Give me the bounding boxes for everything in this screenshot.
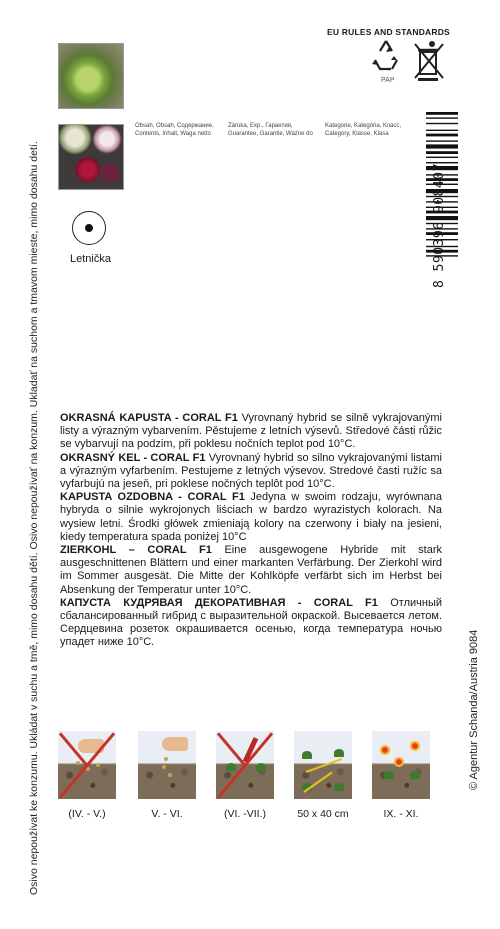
flowering-icon	[372, 731, 430, 799]
annual-label: Letnička	[70, 253, 111, 265]
step-indoor-sowing: (IV. - V.)	[58, 731, 116, 820]
crossed-bin-icon	[412, 38, 446, 82]
step-transplanting: (VI. -VII.)	[216, 731, 274, 820]
eu-rules-title: EU RULES AND STANDARDS	[327, 27, 450, 37]
description-ru: КАПУСТА КУДРЯВАЯ ДЕКОРАТИВНАЯ - CORAL F1 Отличный сбалансированный гибрид с выразительной окраской. Высевается летом. Сердцевина розеток окрашивается осенью, когда температура ночью упадет ниже 10°C.	[60, 596, 442, 649]
storage-warning: Osivo nepoužívat ke konzumu. Ukládat v suchu a tmě, mimo dosahu dětí. Osivo nepoužívať na konzum. Ukladať na suchom a tmavom mieste, mimo dosahu detí.	[28, 141, 40, 895]
direct-sowing-icon	[138, 731, 196, 799]
plant-photo	[58, 124, 124, 190]
info-contents: Obsah, Obsah, Содержание, Contents, Inhalt, Waga netto	[135, 123, 214, 137]
description-block	[60, 412, 442, 650]
pap-label: PAP	[381, 77, 395, 84]
transplanting-icon	[216, 731, 274, 799]
info-category: Kategorie, Kategória, Класс, Category, Klasse, Klasa	[325, 123, 402, 137]
step-flowering: IX. - XI.	[372, 731, 430, 820]
description-sk: OKRASNÝ KEL - CORAL F1 Vyrovnaný hybrid so silno vykrajovanými listami a výrazným vyfarbením. Pestujeme z letných výsevov. Stredové časti ružíc sa vyfarbujú na jeseň, pri poklese nočných teplôt pod 10°C.	[60, 451, 442, 491]
step-spacing: 50 x 40 cm	[294, 731, 352, 820]
info-expiry: Záruka, Exp., Гарантия, Guarantee, Garantie, Ważne do	[228, 123, 313, 137]
description-cz: OKRASNÁ KAPUSTA - CORAL F1 Vyrovnaný hybrid se silně vykrajovanými listy a výrazným vybarvením. Pěstujeme z letních výsevů. Středové části růžic se vybarvují na podzim, při poklesu nočních teplot pod 10°C.	[60, 412, 442, 451]
recycle-icon	[369, 38, 403, 72]
spacing-icon	[294, 731, 352, 799]
description-pl: KAPUSTA OZDOBNA - CORAL F1 Jedyna w swoim rodzaju, wyrównana hybryda o silnie wykrojonych liściach w bardzo wyrazistych kolorach. Na wysiew letni. Środki główek zmieniają kolory na czerwony i biały na jesieni, kiedy temperatura spada poniżej 10°C	[60, 491, 442, 543]
description-de: ZIERKOHL – CORAL F1 Eine ausgewogene Hybride mit stark ausgeschnittenen Blättern und einer markanten Verfärbung. Der Zierkohl wird im Sommer ausgesät. Die Mitte der Kohlköpfe verfärbt sich im Herbst bei Absenkung der Temperatur unter 10°C.	[60, 544, 442, 596]
annual-circle-icon	[72, 211, 106, 245]
indoor-sowing-icon	[58, 731, 116, 799]
step-direct-sowing: V. - VI.	[138, 731, 196, 820]
publisher-credit: © Agentur Schanda/Austria 9084	[468, 629, 480, 790]
growing-calendar	[58, 731, 448, 821]
barcode-number: 8 590396 908407	[432, 163, 447, 288]
seedling-photo	[58, 43, 124, 109]
